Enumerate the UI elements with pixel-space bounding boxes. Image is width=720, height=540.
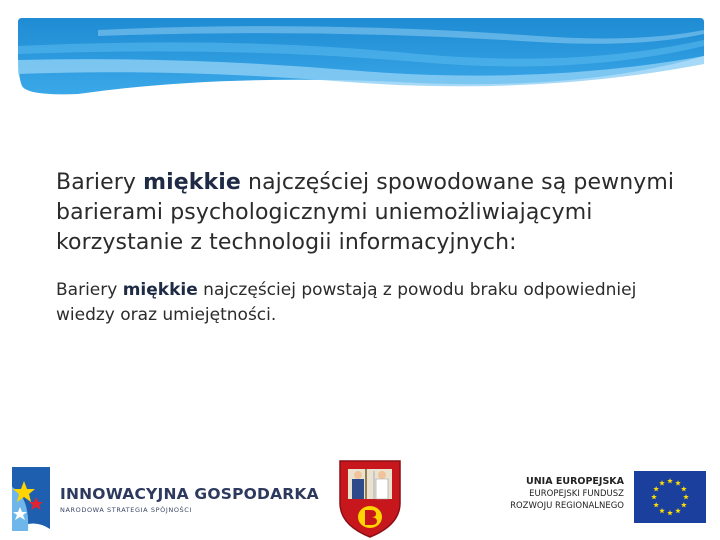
eu-line-2: EUROPEJSKI FUNDUSZ xyxy=(529,489,624,499)
paragraph-1-pre: Bariery xyxy=(56,170,144,195)
logo-strip xyxy=(0,455,720,540)
paragraph-2 xyxy=(56,278,676,328)
eu-line-1: UNIA EUROPEJSKA xyxy=(526,476,624,487)
innovative-economy-logo-icon xyxy=(10,467,52,533)
paragraph-1-post: najczęściej spowodowane są pewnymi barierami psychologicznymi uniemożliwiającymi korzystanie z technologii informacyjnych: xyxy=(56,170,675,255)
paragraph-2-highlight: miękkie xyxy=(122,280,198,300)
eu-flag-icon xyxy=(634,471,706,523)
eu-fund-text xyxy=(510,476,624,512)
header-banner xyxy=(18,16,704,96)
innovative-economy-subtitle: NARODOWA STRATEGIA SPÓJNOŚCI xyxy=(60,506,192,514)
slide-content xyxy=(56,168,676,328)
paragraph-1 xyxy=(56,168,676,258)
paragraph-1-highlight: miękkie xyxy=(143,170,241,195)
city-crest-icon xyxy=(336,459,404,539)
eu-line-3: ROZWOJU REGIONALNEGO xyxy=(510,501,624,511)
paragraph-2-pre: Bariery xyxy=(56,280,123,300)
innovative-economy-title: INNOWACYJNA GOSPODARKA xyxy=(60,485,319,503)
paragraph-2-post: najczęściej powstają z powodu braku odpowiedniej wiedzy oraz umiejętności. xyxy=(56,280,637,325)
